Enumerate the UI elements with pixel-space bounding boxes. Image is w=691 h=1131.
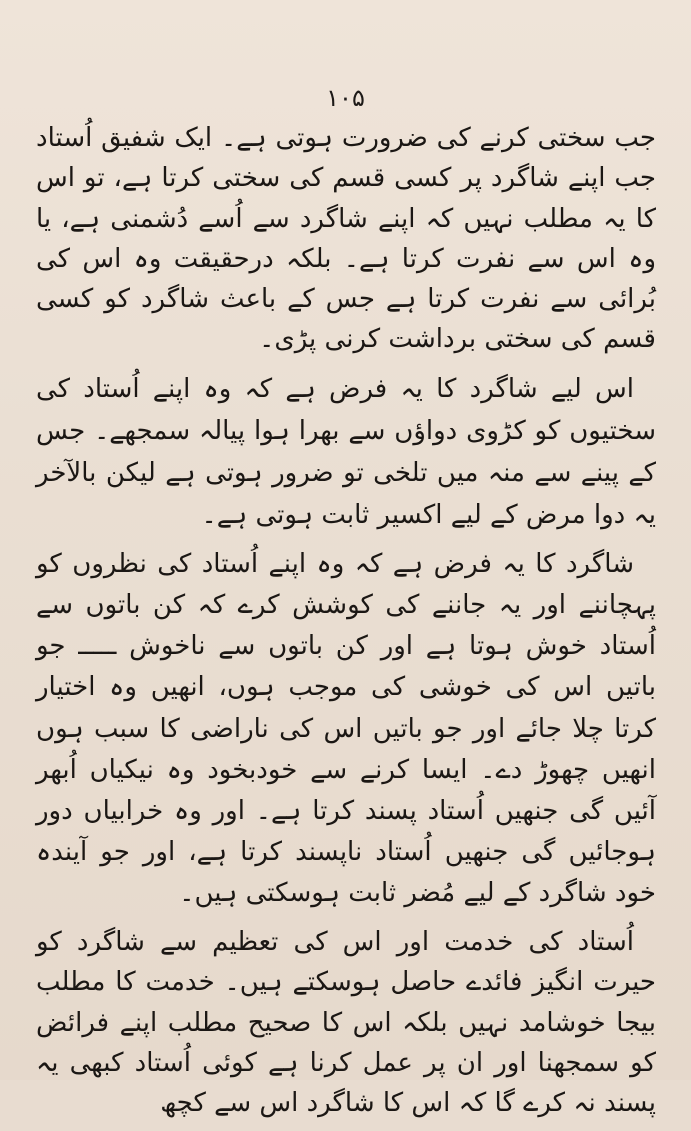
paragraph-1: جب سختی کرنے کی ضرورت ہوتی ہے۔ ایک شفیق اُستاد جب اپنے شاگرد پر کسی قسم کی سختی کرتا ہے، تو اس کا یہ مطلب نہیں کہ اپنے شاگرد سے اُسے دُشمنی ہے، یا وہ اس سے نفرت کرتا ہے۔ بلکہ درحقیقت وہ اس کی بُرائی سے نفرت کرتا ہے جس کے باعث شاگرد کو کسی قسم کی سختی برداشت کرنی پڑی۔ bbox=[36, 123, 656, 355]
paragraph-4: اُستاد کی خدمت اور اس کی تعظیم سے شاگرد کو حیرت انگیز فائدے حاصل ہوسکتے ہیں۔ خدمت کا مطلب بیجا خوشامد نہیں بلکہ اس کا صحیح مطلب اپنے فرائض کو سمجھنا اور ان پر عمل کرنا ہے کوئی اُستاد کبھی یہ پسند نہ کرے گا کہ اس کا شاگرد اس سے کچھ bbox=[36, 926, 656, 1119]
page-number: ۱۰۵ bbox=[326, 84, 365, 112]
body-text bbox=[36, 118, 656, 1131]
paragraph-2: اس لیے شاگرد کا یہ فرض ہے کہ وہ اپنے اُستاد کی سختیوں کو کڑوی دواؤں سے بھرا ہوا پیالہ سمجھے۔ جس کے پینے سے منہ میں تلخی تو ضرور ہوتی ہے لیکن بالآخر یہ دوا مرض کے لیے اکسیر ثابت ہوتی ہے۔ bbox=[36, 373, 656, 531]
paragraph-3: شاگرد کا یہ فرض ہے کہ وہ اپنے اُستاد کی نظروں کو پہچاننے اور یہ جاننے کی کوشش کرے کہ کن باتوں سے اُستاد خوش ہوتا ہے اور کن باتوں سے ناخوش ـــــ جو باتیں اس کی خوشی کی موجب ہوں، انھیں وہ اختیار کرتا چلا جائے اور جو باتیں اس کی ناراضی کا سبب ہوں انھیں چھوڑ دے۔ ایسا کرنے سے خودبخود وہ نیکیاں اُبھر آئیں گی جنھیں اُستاد پسند کرتا ہے۔ اور وہ خرابیاں دور ہوجائیں گی جنھیں اُستاد ناپسند کرتا ہے، اور جو آیندہ خود شاگرد کے لیے مُضر ثابت ہوسکتی ہیں۔ bbox=[36, 549, 656, 908]
